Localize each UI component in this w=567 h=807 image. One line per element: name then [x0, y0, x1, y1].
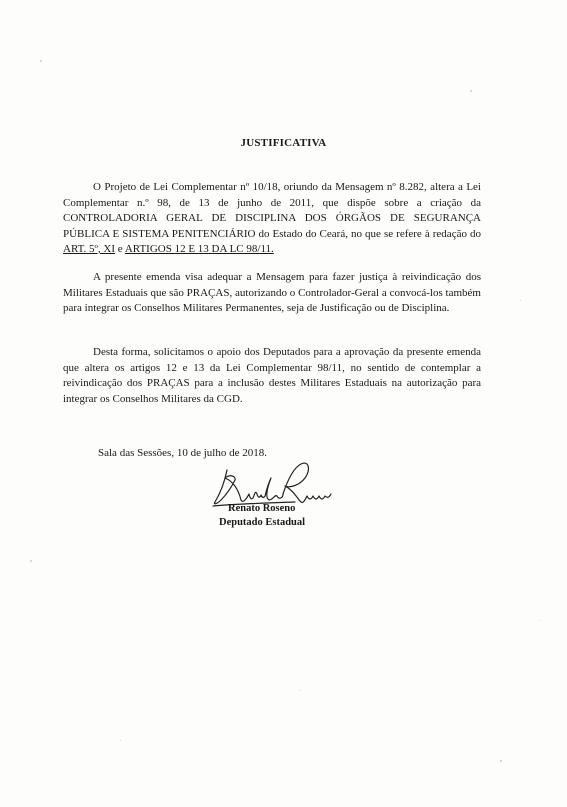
paragraph-3-text: Desta forma, solicitamos o apoio dos Deputados para a aprovação da presente emenda que altera os artigos 12 e 13 da Lei Complementar 98/11, no sentido de contemplar a reivindicação dos PRAÇAS para a inclusão destes Militares Estaduais na autorização para integrar os Conselhos Militares da CGD.	[63, 346, 481, 405]
underlined-articles-reference: ARTIGOS 12 E 13 DA LC 98/11.	[124, 243, 274, 255]
paragraph-1	[63, 180, 481, 258]
underlined-article-reference: ART. 5º, XI	[63, 243, 116, 255]
paragraph-2	[63, 270, 481, 317]
signatory-name: Renato Roseno	[228, 503, 296, 514]
scan-speck	[30, 560, 32, 562]
document-title: JUSTIFICATIVA	[240, 137, 327, 149]
scan-speck	[120, 740, 121, 741]
scan-speck	[40, 60, 42, 62]
scan-speck	[470, 90, 472, 92]
scan-speck	[540, 620, 541, 621]
scan-speck	[500, 760, 502, 762]
paragraph-1-conjunction: e	[115, 243, 125, 255]
paragraph-2-text: A presente emenda visa adequar a Mensagem para fazer justiça à reivindicação dos Militares Estaduais que são PRAÇAS, autorizando o Controlador-Geral a convocá-los também para integrar os Conselhos Militares Permanentes, seja de Justificação ou de Disciplina.	[63, 271, 481, 314]
scan-speck	[300, 690, 301, 691]
paragraph-3	[63, 345, 481, 407]
scan-speck	[520, 300, 521, 301]
paragraph-1-text: O Projeto de Lei Complementar nº 10/18, oriundo da Mensagem nº 8.282, altera a Lei Complementar n.º 98, de 13 de junho de 2011, que dispõe sobre a criação da CONTROLADORIA GERAL DE DISCIPLINA DOS ÓRGÃOS DE SEGURANÇA PÚBLICA E SISTEMA PENITENCIÁRIO do Estado do Ceará, no que se refere à redação do	[63, 181, 481, 240]
signatory-role: Deputado Estadual	[219, 517, 306, 528]
place-and-date: Sala das Sessões, 10 de julho de 2018.	[98, 447, 267, 459]
